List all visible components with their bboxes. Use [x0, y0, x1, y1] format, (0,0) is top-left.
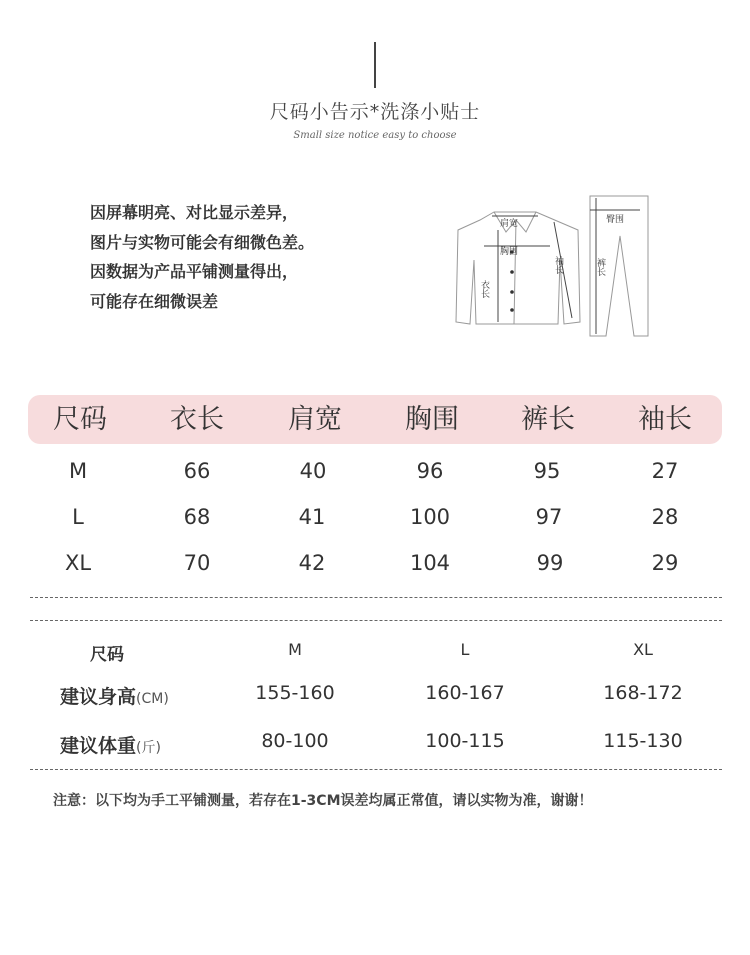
page-subtitle: Small size notice easy to choose — [293, 130, 457, 141]
notes-block — [90, 198, 314, 316]
garment-measure-diagram — [450, 190, 655, 340]
recommend-weight-label: 建议体重(斤) — [60, 735, 161, 757]
weight-value: 115-130 — [603, 730, 683, 752]
recommend-size-label: 尺码 — [90, 645, 124, 665]
recommend-size: L — [460, 640, 470, 659]
recommend-height-label: 建议身高(CM) — [60, 686, 169, 708]
table-cell: 66 — [183, 459, 211, 483]
note-line: 图片与实物可能会有细微色差。 — [90, 232, 315, 252]
table-cell: 97 — [535, 505, 563, 529]
header-shoulder: 肩宽 — [288, 404, 342, 435]
shirt-button — [510, 290, 514, 294]
header-size: 尺码 — [53, 404, 107, 435]
table-cell: 100 — [409, 505, 451, 529]
table-cell: 29 — [651, 551, 679, 575]
pants-length-label: 裤长 — [595, 258, 605, 276]
footnote: 注意：以下均为手工平铺测量，若存在1-3CM误差均属正常值，请以实物为准，谢谢！ — [53, 793, 593, 809]
table-cell: 40 — [299, 459, 327, 483]
height-value: 155-160 — [255, 682, 335, 704]
weight-value: 100-115 — [425, 730, 505, 752]
header-length: 衣长 — [170, 404, 224, 435]
table-cell: 70 — [183, 551, 211, 575]
note-line: 因数据为产品平铺测量得出， — [90, 262, 299, 281]
chest-label: 胸围 — [500, 247, 519, 257]
table-cell: XL — [64, 551, 92, 575]
divider — [30, 597, 722, 598]
recommend-size: XL — [633, 640, 653, 659]
recommend-size: M — [288, 640, 302, 659]
length-label: 衣长 — [479, 280, 489, 298]
table-cell: 42 — [298, 551, 326, 575]
table-cell: 99 — [536, 551, 564, 575]
header-chest: 胸围 — [405, 404, 459, 435]
header-sleeve: 袖长 — [638, 404, 692, 435]
table-cell: M — [68, 459, 88, 483]
sleeve-label: 袖长 — [553, 256, 563, 274]
table-cell: 96 — [416, 459, 444, 483]
table-cell: 28 — [651, 505, 679, 529]
note-line: 可能存在细微误差 — [90, 291, 219, 311]
decorative-vertical-line — [374, 42, 376, 88]
table-cell: 104 — [409, 551, 451, 575]
table-cell: 41 — [298, 505, 326, 529]
page-title: 尺码小告示*洗涤小贴士 — [269, 101, 481, 123]
divider — [30, 620, 722, 621]
table-cell: 27 — [651, 459, 679, 483]
table-cell: 95 — [533, 459, 561, 483]
header-pants-length: 裤长 — [521, 404, 575, 435]
weight-value: 80-100 — [261, 730, 329, 752]
table-cell: 68 — [183, 505, 211, 529]
table-cell: L — [72, 505, 84, 529]
shoulder-label: 肩宽 — [500, 219, 519, 229]
height-value: 160-167 — [425, 682, 505, 704]
divider — [30, 769, 722, 770]
shirt-button — [510, 270, 514, 274]
shirt-button — [510, 308, 514, 312]
note-line: 因屏幕明亮、对比显示差异， — [90, 203, 299, 222]
hip-label: 臀围 — [606, 215, 625, 225]
height-value: 168-172 — [603, 682, 683, 704]
